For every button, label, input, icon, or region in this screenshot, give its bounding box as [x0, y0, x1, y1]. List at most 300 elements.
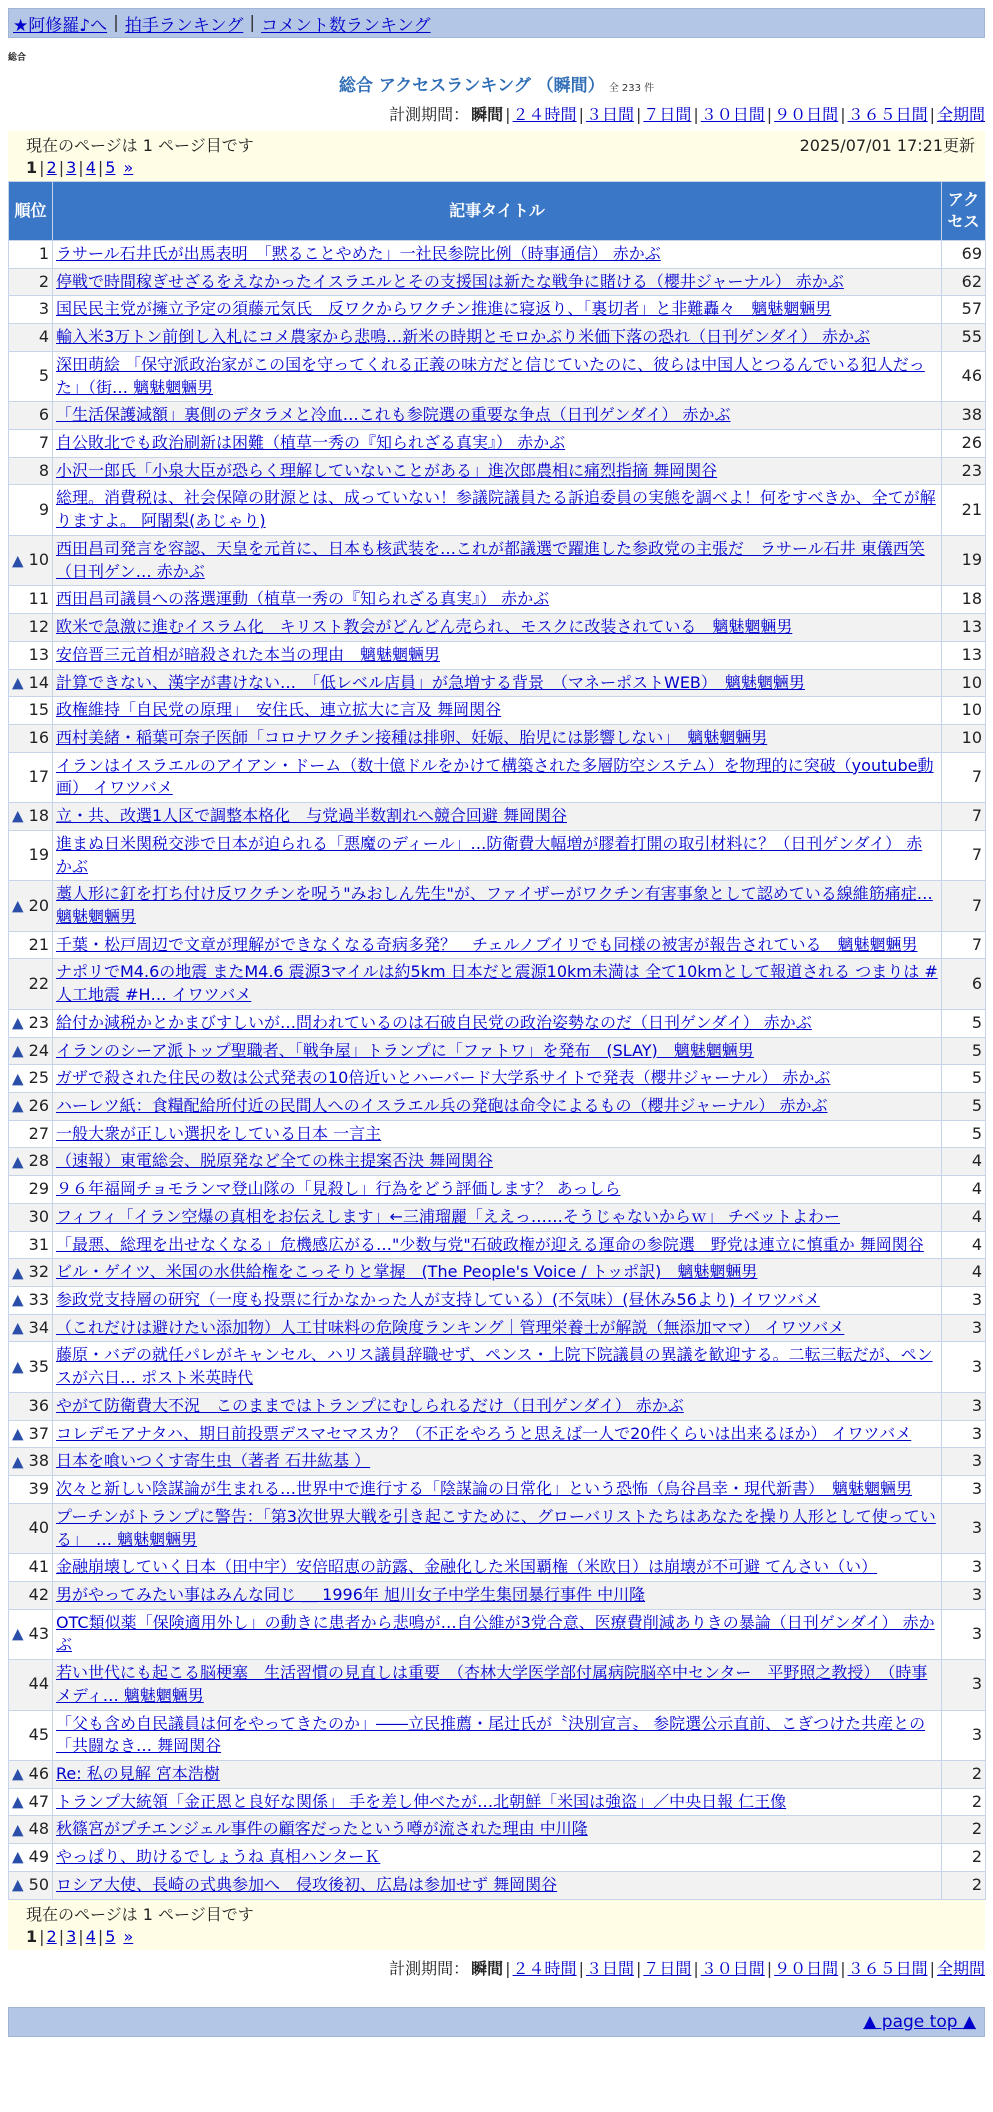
access-count: 2	[942, 1844, 986, 1872]
table-row	[9, 1871, 986, 1899]
table-row	[9, 1009, 986, 1037]
article-title-link[interactable]: Re: 私の見解 宮本浩樹	[56, 1763, 220, 1783]
table-row	[9, 881, 986, 931]
period-separator: |	[766, 1958, 773, 1978]
period-link-4[interactable]: ９０日間	[774, 105, 839, 124]
rank-number: 16	[28, 727, 49, 747]
article-title-link[interactable]: 西田昌司発言を容認、天皇を元首に、日本も核武装を…これが都議選で躍進した参政党の主張だ ラサール石井 東儀西笑（日刊ゲン… 赤かぶ	[56, 538, 925, 581]
title-cell	[53, 1037, 942, 1065]
article-title-link[interactable]: 輸入米3万トン前倒し入札にコメ農家から悲鳴…新米の時期とモロかぶり米価下落の恐れ（日刊ゲンダイ） 赤かぶ	[56, 327, 870, 347]
article-title-link[interactable]: プーチンがトランプに警告：「第3次世界大戦を引き起こすために、グローバリストたちはあなたを操り人形として使っている」 … 魑魅魍魎男	[56, 1506, 936, 1549]
title-cell	[53, 1710, 942, 1760]
title-cell	[53, 881, 942, 931]
rank-cell	[9, 1093, 53, 1121]
rank-cell	[9, 752, 53, 802]
rank-cell	[9, 1503, 53, 1553]
article-title-link[interactable]: 安倍晋三元首相が暗殺された本当の理由 魑魅魍魎男	[56, 644, 441, 664]
title-cell	[53, 1314, 942, 1342]
page-separator: |	[97, 158, 104, 177]
next-page-link[interactable]: »	[123, 1926, 134, 1946]
article-title-link[interactable]: ９６年福岡チョモランマ登山隊の「見殺し」行為をどう評価します？ あっしら	[56, 1179, 621, 1199]
table-row	[9, 1816, 986, 1844]
title-column-header: 記事タイトル	[53, 182, 942, 241]
title-cell	[53, 268, 942, 296]
page-separator: |	[58, 1926, 65, 1946]
rank-up-arrow-icon: ▲	[12, 896, 24, 915]
rank-cell	[9, 1760, 53, 1788]
table-row	[9, 402, 986, 430]
access-count: 21	[942, 485, 986, 535]
page-link-3[interactable]: 3	[66, 1926, 77, 1946]
access-count: 3	[942, 1503, 986, 1553]
rank-cell	[9, 614, 53, 642]
title-cell	[53, 296, 942, 324]
article-title-link[interactable]: 藁人形に釘を打ち付け反ワクチンを呪う"みおしん先生"が、ファイザーがワクチン有害事象として認めている線維筋痛症… 魑魅魍魎男	[56, 884, 933, 926]
rank-cell	[9, 724, 53, 752]
rank-number: 22	[28, 973, 49, 993]
title-cell	[53, 324, 942, 352]
rank-number: 13	[28, 644, 49, 664]
category-label: 総合	[8, 53, 27, 63]
table-header-row	[9, 182, 986, 241]
article-title-link[interactable]: 西村美緒・稲葉可奈子医師「コロナワクチン接種は排卵、妊娠、胎児には影響しない」 魑魅魍魎男	[56, 727, 768, 747]
rank-up-arrow-icon: ▲	[12, 1624, 24, 1643]
period-separator: |	[578, 1958, 584, 1978]
page-separator: |	[39, 158, 45, 177]
period-link-0[interactable]: ２４時間	[512, 105, 577, 124]
title-cell	[53, 1816, 942, 1844]
title-cell	[53, 1203, 942, 1231]
table-row	[9, 1760, 986, 1788]
table-row	[9, 535, 986, 585]
table-row	[9, 1476, 986, 1504]
updated-timestamp: 2025/07/01 17:21更新	[799, 136, 975, 155]
rank-up-arrow-icon: ▲	[12, 1068, 24, 1087]
table-row	[9, 1259, 986, 1287]
table-row	[9, 324, 986, 352]
table-row	[9, 296, 986, 324]
rank-number: 43	[28, 1624, 49, 1644]
rank-number: 36	[28, 1395, 49, 1415]
table-row	[9, 1392, 986, 1420]
title-cell	[53, 1093, 942, 1121]
rank-number: 24	[28, 1040, 49, 1060]
rank-number: 14	[28, 672, 49, 692]
period-separator: |	[505, 105, 511, 124]
access-count: 6	[942, 959, 986, 1009]
access-count: 3	[942, 1392, 986, 1420]
rank-up-arrow-icon: ▲	[12, 1424, 24, 1443]
rank-cell	[9, 1816, 53, 1844]
rank-cell	[9, 1660, 53, 1710]
access-count: 10	[942, 724, 986, 752]
rank-number: 42	[28, 1584, 49, 1604]
table-row	[9, 752, 986, 802]
article-title-link[interactable]: 若い世代にも起こる脳梗塞 生活習慣の見直しは重要 （杏林大学医学部付属病院脳卒中センター 平野照之教授） （時事メディ… 魑魅魍魎男	[56, 1663, 928, 1705]
article-title-link[interactable]: やっぱり、助けるでしょうね 真相ハンターＫ	[56, 1847, 381, 1867]
article-title-link[interactable]: 国民民主党が擁立予定の須藤元気氏 反ワクからワクチン推進に寝返り、「裏切者」と非難轟々 魑魅魍魎男	[56, 299, 832, 319]
access-count: 7	[942, 752, 986, 802]
rank-number: 10	[28, 550, 49, 570]
rank-up-arrow-icon: ▲	[12, 1875, 24, 1894]
access-count: 5	[942, 1037, 986, 1065]
title-cell	[53, 1120, 942, 1148]
rank-cell	[9, 351, 53, 401]
article-title-link[interactable]: 日本を喰いつくす寄生虫（著者 石井紘基 ）	[56, 1451, 371, 1471]
access-count: 46	[942, 351, 986, 401]
ranking-table-body	[9, 241, 986, 1900]
period-link-1[interactable]: ３日間	[585, 105, 634, 124]
access-count: 69	[942, 241, 986, 269]
article-title-link[interactable]: 給付か減税かとかまびすしいが…問われているのは石破自民党の政治姿勢なのだ（日刊ゲンダイ） 赤かぶ	[56, 1012, 812, 1032]
access-count: 10	[942, 669, 986, 697]
article-title-link[interactable]: ガザで殺された住民の数は公式発表の10倍近いとハーバード大学系サイトで発表（櫻井ジャーナル） 赤かぶ	[56, 1068, 831, 1088]
rank-cell	[9, 1392, 53, 1420]
period-link-2[interactable]: ７日間	[643, 105, 692, 124]
table-row	[9, 1609, 986, 1659]
rank-up-arrow-icon: ▲	[12, 1318, 24, 1337]
rank-cell	[9, 1037, 53, 1065]
asyura-home-link[interactable]: ★阿修羅♪へ	[13, 15, 108, 36]
rank-cell	[9, 1009, 53, 1037]
title-cell	[53, 1871, 942, 1899]
article-title-link[interactable]: （速報）東電総会、脱原発など全ての株主提案否決 舞岡関谷	[56, 1151, 494, 1171]
article-title-link[interactable]: フィフィ「イラン空爆の真相をお伝えします」←三浦瑠麗「ええっ……そうじゃないからｗ」 チベットよわー	[56, 1206, 840, 1226]
table-row	[9, 1148, 986, 1176]
access-count: 3	[942, 1314, 986, 1342]
article-title-link[interactable]: やがて防衛費大不況 このままではトランプにむしられるだけ（日刊ゲンダイ） 赤かぶ	[56, 1395, 684, 1415]
access-count: 10	[942, 697, 986, 725]
article-title-link[interactable]: （これだけは避けたい添加物）人工甘味料の危険度ランキング｜管理栄養士が解説（無添加ママ） イワツバメ	[56, 1317, 845, 1337]
table-row	[9, 1788, 986, 1816]
title-cell	[53, 1448, 942, 1476]
title-cell	[53, 1844, 942, 1872]
title-cell	[53, 485, 942, 535]
title-cell	[53, 724, 942, 752]
rank-up-arrow-icon: ▲	[12, 1452, 24, 1471]
rank-number: 50	[28, 1874, 49, 1894]
title-cell	[53, 457, 942, 485]
period-link-6[interactable]: 全期間	[936, 1958, 985, 1978]
title-cell	[53, 1609, 942, 1659]
rank-number: 34	[28, 1317, 49, 1337]
rank-cell	[9, 1148, 53, 1176]
period-link-4[interactable]: ９０日間	[774, 1958, 839, 1978]
table-row	[9, 1420, 986, 1448]
access-count: 18	[942, 586, 986, 614]
title-cell	[53, 641, 942, 669]
page-title	[0, 71, 993, 96]
rank-up-arrow-icon: ▲	[12, 673, 24, 692]
access-count: 5	[942, 1120, 986, 1148]
rank-up-arrow-icon: ▲	[12, 1263, 24, 1282]
rank-up-arrow-icon: ▲	[12, 1792, 24, 1811]
article-title-link[interactable]: 停戦で時間稼ぎせざるをえなかったイスラエルとその支援国は新たな戦争に賭ける（櫻井ジャーナル） 赤かぶ	[56, 271, 844, 291]
rank-number: 23	[28, 1012, 49, 1032]
article-title-link[interactable]: 男がやってみたい事はみんな同じ ＿ 1996年 旭川女子中学生集団暴行事件 中川隆	[56, 1584, 646, 1604]
comment-ranking-link[interactable]: コメント数ランキング	[261, 15, 431, 36]
article-title-link[interactable]: 計算できない、漢字が書けない… 「低レベル店員」が急増する背景 （マネーポストWEB） 魑魅魍魎男	[56, 672, 805, 692]
rank-cell	[9, 1065, 53, 1093]
title-cell	[53, 1554, 942, 1582]
table-row	[9, 669, 986, 697]
rank-number: 5	[38, 366, 49, 386]
article-title-link[interactable]: 欧米で急激に進むイスラム化 キリスト教会がどんどん売られ、モスクに改装されている 魑魅魍魎男	[56, 617, 793, 637]
rank-cell	[9, 1420, 53, 1448]
article-title-link[interactable]: 進まぬ日米関税交渉で日本が迫られる「悪魔のディール」…防衛費大幅増が膠着打開の取引材料に？（日刊ゲンダイ） 赤かぶ	[56, 833, 923, 876]
period-current: 瞬間	[471, 1958, 504, 1978]
title-cell	[53, 351, 942, 401]
table-row	[9, 430, 986, 458]
rank-cell	[9, 669, 53, 697]
article-title-link[interactable]: イランはイスラエルのアイアン・ドーム（数十億ドルをかけて構築された多層防空システム）を物理的に突破（youtube動画） イワツバメ	[56, 755, 934, 798]
article-title-link[interactable]: コレデモアナタハ、期日前投票デスマセマスカ？（不正をやろうと思えば一人で20件くらいは出来るほか） イワツバメ	[56, 1423, 912, 1443]
title-cell	[53, 1009, 942, 1037]
article-title-link[interactable]: 参政党支持層の研究（一度も投票に行かなかった人が支持している）(不気味）(昼休み56より) イワツバメ	[56, 1290, 820, 1310]
rank-number: 41	[28, 1557, 49, 1577]
article-title-link[interactable]: ナポリでM4.6の地震 またM4.6 震源3マイルは約5km 日本だと震源10km未満は 全て10kmとして報道される つまりは #人工地震 #H… イワツバメ	[56, 962, 938, 1005]
article-title-link[interactable]: OTC類似薬「保険適用外し」の動きに患者から悲鳴が…自公維が3党合意、医療費削減ありきの暴論（日刊ゲンダイ） 赤かぶ	[56, 1612, 935, 1655]
table-row	[9, 1342, 986, 1392]
title-cell	[53, 1420, 942, 1448]
title-cell	[53, 586, 942, 614]
page-separator: |	[97, 1926, 104, 1946]
access-count: 2	[942, 1871, 986, 1899]
page-link-5[interactable]: 5	[105, 1926, 116, 1946]
access-count: 3	[942, 1476, 986, 1504]
page-link-2[interactable]: 2	[46, 1926, 57, 1946]
article-title-link[interactable]: トランプ大統領「金正恩と良好な関係」 手を差し伸べたが…北朝鮮「米国は強盗」／中央日報 仁王像	[56, 1791, 787, 1811]
page-top-link[interactable]: ▲ page top ▲	[863, 2011, 976, 2032]
table-row	[9, 586, 986, 614]
rank-number: 38	[28, 1451, 49, 1471]
table-row	[9, 1065, 986, 1093]
access-count: 2	[942, 1816, 986, 1844]
rank-up-arrow-icon: ▲	[12, 1290, 24, 1309]
period-separator: |	[840, 105, 846, 124]
page-link-4[interactable]: 4	[85, 158, 96, 177]
access-count: 3	[942, 1554, 986, 1582]
access-count: 13	[942, 641, 986, 669]
title-cell	[53, 1176, 942, 1204]
period-link-3[interactable]: ３０日間	[700, 105, 765, 124]
table-row	[9, 1203, 986, 1231]
top-navigation-bar	[8, 8, 985, 38]
period-selector-top	[0, 102, 987, 125]
table-row	[9, 1314, 986, 1342]
pager-top	[8, 131, 985, 181]
page-link-2[interactable]: 2	[46, 158, 57, 177]
access-column-header: アクセス	[942, 182, 986, 241]
rank-number: 27	[28, 1123, 49, 1143]
period-separator: |	[635, 105, 642, 124]
rank-number: 15	[28, 700, 49, 720]
rank-cell	[9, 803, 53, 831]
rank-up-arrow-icon: ▲	[12, 1041, 24, 1060]
clap-ranking-link[interactable]: 拍手ランキング	[124, 15, 244, 36]
rank-cell	[9, 1554, 53, 1582]
period-separator: |	[766, 105, 773, 124]
article-title-link[interactable]: 小沢一郎氏「小泉大臣が恐らく理解していないことがある」進次郎農相に痛烈指摘 舞岡関谷	[56, 460, 718, 480]
period-selector-bottom	[0, 1956, 987, 1979]
title-cell	[53, 830, 942, 880]
article-title-link[interactable]: 立・共、改選1人区で調整本格化 与党過半数割れへ競合回避 舞岡関谷	[56, 806, 567, 826]
page-separator: |	[78, 158, 84, 177]
table-row	[9, 1660, 986, 1710]
rank-number: 48	[28, 1819, 49, 1839]
article-title-link[interactable]: 次々と新しい陰謀論が生まれる…世界中で進行する「陰謀論の日常化」という恐怖（烏谷昌幸・現代新書） 魑魅魍魎男	[56, 1479, 913, 1499]
access-count: 13	[942, 614, 986, 642]
rank-number: 11	[28, 589, 49, 609]
rank-cell	[9, 1203, 53, 1231]
period-separator: |	[635, 1958, 642, 1978]
rank-up-arrow-icon: ▲	[12, 1152, 24, 1171]
article-title-link[interactable]: 深田萌絵 「保守派政治家がこの国を守ってくれる正義の味方だと信じていたのに、彼らは中国人とつるんでいる犯人だった」（街… 魑魅魍魎男	[56, 354, 925, 397]
page-links	[26, 158, 975, 177]
rank-cell	[9, 1176, 53, 1204]
pager-bottom	[8, 1900, 985, 1950]
article-title-link[interactable]: イランのシーア派トップ聖職者、「戦争屋」トランプに「ファトワ」を発布 (SLAY) 魑魅魍魎男	[56, 1040, 754, 1060]
rank-cell	[9, 1581, 53, 1609]
rank-cell	[9, 1448, 53, 1476]
title-cell	[53, 1760, 942, 1788]
rank-cell	[9, 1231, 53, 1259]
title-cell	[53, 1065, 942, 1093]
period-label: 計測期間：	[389, 105, 470, 124]
current-page-text: 現在のページは 1 ページ目です	[26, 136, 254, 155]
rank-number: 19	[28, 845, 49, 865]
title-cell	[53, 697, 942, 725]
article-title-link[interactable]: 一般大衆が正しい選択をしている日本 一言主	[56, 1123, 382, 1143]
period-link-2[interactable]: ７日間	[643, 1958, 692, 1978]
table-row	[9, 241, 986, 269]
article-title-link[interactable]: ラサール石井氏が出馬表明 「黙ることやめた」一社民参院比例（時事通信） 赤かぶ	[56, 244, 661, 263]
period-link-0[interactable]: ２４時間	[512, 1958, 577, 1978]
rank-number: 7	[38, 433, 49, 453]
period-link-6[interactable]: 全期間	[936, 105, 985, 124]
table-row	[9, 641, 986, 669]
rank-number: 20	[28, 895, 49, 915]
page-current: 1	[26, 1926, 38, 1946]
rank-number: 8	[38, 460, 49, 480]
period-link-1[interactable]: ３日間	[585, 1958, 634, 1978]
access-count: 7	[942, 881, 986, 931]
table-row	[9, 351, 986, 401]
table-row	[9, 830, 986, 880]
access-count: 19	[942, 535, 986, 585]
rank-cell	[9, 586, 53, 614]
article-title-link[interactable]: 「最悪、総理を出せなくなる」危機感広がる…"少数与党"石破政権が迎える運命の参院選 野党は連立に慎重か 舞岡関谷	[56, 1234, 924, 1254]
rank-column-header: 順位	[9, 182, 53, 241]
page-link-4[interactable]: 4	[85, 1926, 96, 1946]
article-title-link[interactable]: 藤原・バデの就任パレがキャンセル、ハリス議員辞職せず、ペンス・上院下院議員の異議を歓迎する。二転三転だが、ペンスが六日… ポスト米英時代	[56, 1345, 933, 1388]
access-count: 3	[942, 1448, 986, 1476]
article-title-link[interactable]: 政権維持「自民党の原理」 安住氏、連立拡大に言及 舞岡関谷	[56, 700, 502, 720]
title-cell	[53, 1503, 942, 1553]
article-title-link[interactable]: 金融崩壊していく日本（田中宇）安倍昭恵の訪露、金融化した米国覇権（米欧日）は崩壊が不可避 てんさい（い）	[56, 1557, 878, 1577]
article-title-link[interactable]: 秋篠宮がプチエンジェル事件の顧客だったという噂が流された理由 中川隆	[56, 1819, 588, 1839]
rank-cell	[9, 457, 53, 485]
rank-number: 44	[28, 1674, 49, 1694]
article-title-link[interactable]: 自公敗北でも政治刷新は困難（植草一秀の『知られざる真実』） 赤かぶ	[56, 433, 566, 453]
access-count: 26	[942, 430, 986, 458]
table-row	[9, 1287, 986, 1315]
rank-cell	[9, 1342, 53, 1392]
article-title-link[interactable]: 「生活保護減額」裏側のデタラメと冷血…これも参院選の重要な争点（日刊ゲンダイ） 赤かぶ	[56, 405, 731, 425]
rank-number: 4	[38, 327, 49, 347]
title-cell	[53, 1287, 942, 1315]
rank-number: 6	[38, 405, 49, 425]
rank-up-arrow-icon: ▲	[12, 1764, 24, 1783]
access-count: 3	[942, 1420, 986, 1448]
rank-cell	[9, 324, 53, 352]
article-title-link[interactable]: ハーレツ紙：食糧配給所付近の民間人へのイスラエル兵の発砲は命令によるもの（櫻井ジャーナル） 赤かぶ	[56, 1096, 828, 1115]
rank-number: 29	[28, 1179, 49, 1199]
access-count: 3	[942, 1710, 986, 1760]
table-row	[9, 1120, 986, 1148]
rank-cell	[9, 1609, 53, 1659]
access-count: 2	[942, 1788, 986, 1816]
rank-cell	[9, 830, 53, 880]
access-count: 4	[942, 1148, 986, 1176]
rank-number: 17	[28, 767, 49, 787]
access-count: 7	[942, 803, 986, 831]
next-page-link[interactable]: »	[123, 158, 134, 177]
rank-cell	[9, 1259, 53, 1287]
title-cell	[53, 1342, 942, 1392]
item-count: 全 233 件	[608, 83, 655, 94]
title-cell	[53, 669, 942, 697]
access-count: 57	[942, 296, 986, 324]
rank-cell	[9, 1314, 53, 1342]
article-title-link[interactable]: 「父も含め自民議員は何をやってきたのか」――立民推薦・尾辻氏が〝決別宣言〟 参院選公示直前、こぎつけた共産との「共闘なき… 舞岡関谷	[56, 1713, 926, 1756]
page-link-3[interactable]: 3	[66, 158, 77, 177]
title-cell	[53, 931, 942, 959]
title-cell	[53, 803, 942, 831]
rank-number: 40	[28, 1518, 49, 1538]
period-link-5[interactable]: ３６５日間	[847, 1958, 928, 1978]
rank-cell	[9, 881, 53, 931]
title-cell	[53, 1660, 942, 1710]
period-separator: |	[929, 1958, 935, 1978]
title-cell	[53, 1581, 942, 1609]
article-title-link[interactable]: 西田昌司議員への落選運動（植草一秀の『知られざる真実』） 赤かぶ	[56, 589, 550, 609]
article-title-link[interactable]: 千葉・松戸周辺で文章が理解ができなくなる奇病多発？ チェルノブイリでも同様の被害が報告されている 魑魅魍魎男	[56, 934, 918, 954]
table-row	[9, 1710, 986, 1760]
period-separator: |	[505, 1958, 511, 1978]
article-title-link[interactable]: ロシア大使、長崎の式典参加へ 侵攻後初、広島は参加せず 舞岡関谷	[56, 1874, 558, 1894]
article-title-link[interactable]: 総理。消費税は、社会保障の財源とは、成っていない！参議院議員たる訴追委員の実態を調べよ！何をすべきか、全てが解りますよ。 阿闍梨(あじゃり)	[56, 488, 936, 531]
rank-up-arrow-icon: ▲	[12, 1357, 24, 1376]
table-row	[9, 1093, 986, 1121]
table-row	[9, 959, 986, 1009]
access-count: 4	[942, 1231, 986, 1259]
table-row	[9, 614, 986, 642]
access-count: 5	[942, 1009, 986, 1037]
table-row	[9, 1581, 986, 1609]
page-link-5[interactable]: 5	[105, 158, 116, 177]
rank-cell	[9, 485, 53, 535]
period-link-5[interactable]: ３６５日間	[847, 105, 928, 124]
title-cell	[53, 752, 942, 802]
period-link-3[interactable]: ３０日間	[700, 1958, 765, 1978]
table-row	[9, 724, 986, 752]
rank-cell	[9, 959, 53, 1009]
title-cell	[53, 1392, 942, 1420]
table-row	[9, 485, 986, 535]
article-title-link[interactable]: ビル・ゲイツ、米国の水供給権をこっそりと掌握 (The People's Voice / トッポ訳) 魑魅魍魎男	[56, 1262, 758, 1282]
period-separator: |	[840, 1958, 846, 1978]
